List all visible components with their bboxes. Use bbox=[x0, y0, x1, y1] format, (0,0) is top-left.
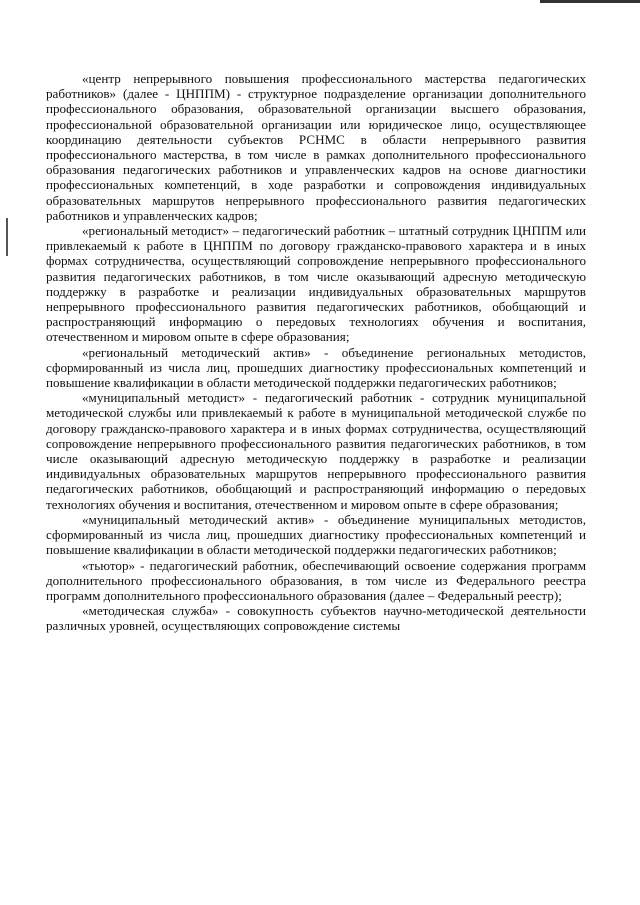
definition-tutor: «тьютор» - педагогический работник, обеспечивающий освоение содержания программ дополнительного профессионального образования, в том числе из Федерального реестра программ дополнительного профессионального образования (далее – Федеральный реестр); bbox=[46, 557, 586, 603]
definition-regional-methodist: «региональный методист» – педагогический работник – штатный сотрудник ЦНППМ или привлекаемый к работе в ЦНППМ по договору гражданско-правового характера и в иных формах сотрудничества, осуществляющий сопровождение непрерывного профессионального развития педагогических работников, в том числе оказывающий адресную методическую поддержку в разработке и реализации индивидуальных образовательных маршрутов непрерывного профессионального развития педагогических работников, обобщающий и распространяющий информацию о передовых технологиях обучения и воспитания, отечественном и мировом опыте в сфере образования; bbox=[46, 223, 586, 345]
definition-methodical-service: «методическая служба» - совокупность субъектов научно-методической деятельности различных уровней, осуществляющих сопровождение системы bbox=[46, 603, 586, 634]
scan-margin-mark bbox=[6, 218, 8, 256]
document-page bbox=[46, 71, 586, 634]
definition-municipal-methodist: «муниципальный методист» - педагогический работник - сотрудник муниципальной методической службы или привлекаемый к работе в муниципальной методической службе по договору гражданско-правового характера и в иных формах сотрудничества, осуществляющий сопровождение непрерывного профессионального развития педагогических работников, в том числе оказывающий адресную методическую поддержку в разработке и реализации индивидуальных образовательных маршрутов непрерывного профессионального развития педагогических работников, обобщающий и распространяющий информацию о передовых технологиях обучения и воспитания, отечественном и мировом опыте в сфере образования; bbox=[46, 390, 586, 512]
definition-regional-methodical-asset: «региональный методический актив» - объединение региональных методистов, сформированный из числа лиц, прошедших диагностику профессиональных компетенций и повышение квалификации в области методической поддержки педагогических работников; bbox=[46, 344, 586, 391]
definition-municipal-methodical-asset: «муниципальный методический актив» - объединение муниципальных методистов, сформированный из числа лиц, прошедших диагностику профессиональных компетенций и повышение квалификации в области методической поддержки педагогических работников; bbox=[46, 511, 586, 558]
scan-edge-mark bbox=[540, 0, 640, 3]
definition-cnppm: «центр непрерывного повышения профессионального мастерства педагогических работников» (далее - ЦНППМ) - структурное подразделение организации дополнительного профессионального образования, образовательной организации высшего образования, профессиональной образовательной организации или юридическое лицо, осуществляющее координацию деятельности субъектов РСНМС в области непрерывного развития профессионального мастерства, в том числе в рамках дополнительного профессионального образования педагогических работников и управленческих кадров на основе диагностики профессиональных компетенций, в ходе разработки и сопровождения индивидуальных образовательных маршрутов непрерывного профессионального развития педагогических работников и управленческих кадров; bbox=[46, 71, 586, 223]
